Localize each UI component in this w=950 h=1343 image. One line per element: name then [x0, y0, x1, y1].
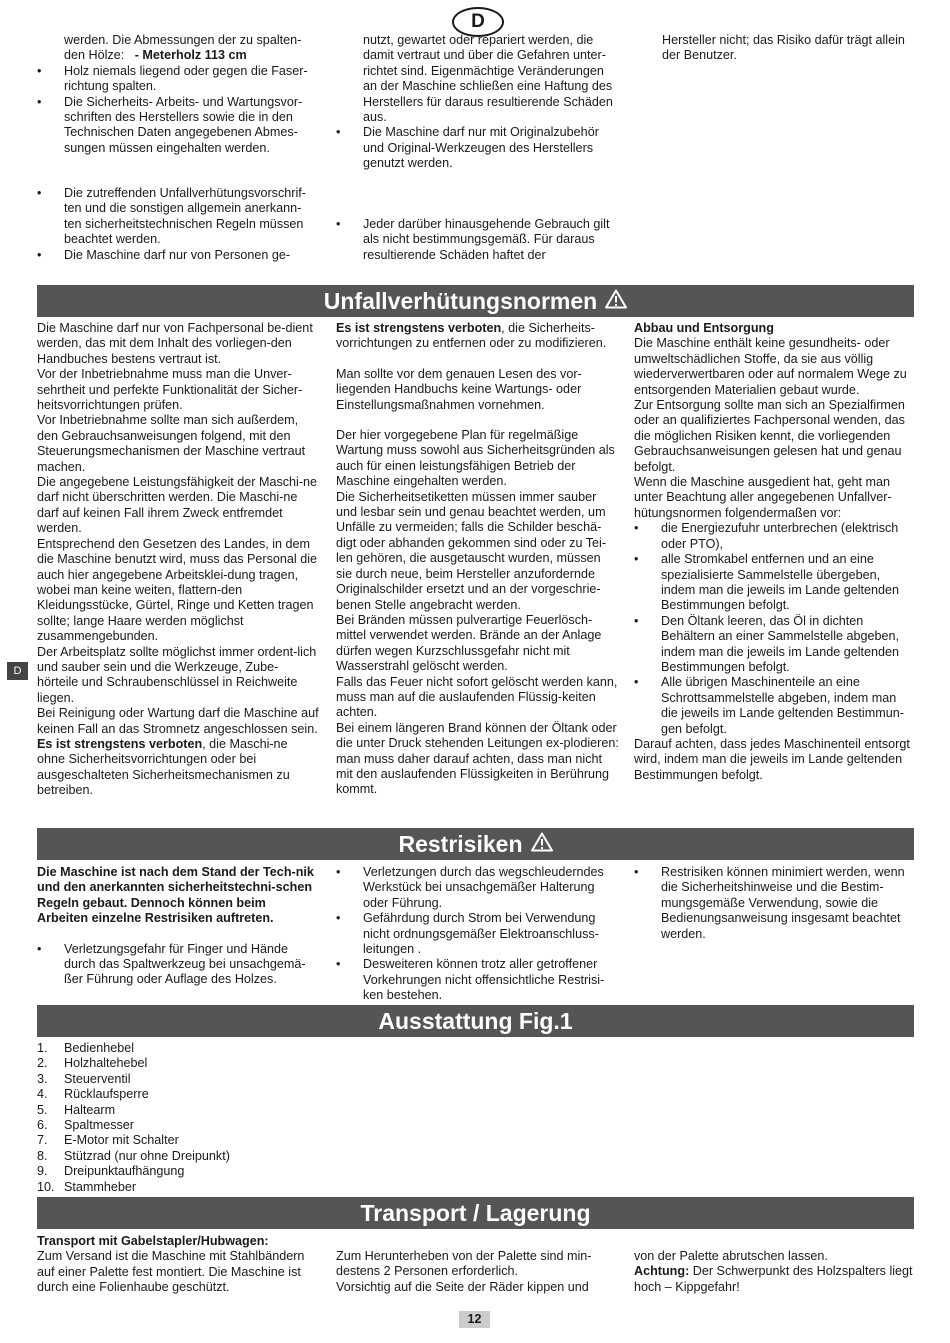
list-item: 1. Bedienhebel — [37, 1041, 135, 1055]
paragraph: Darauf achten, dass jedes Maschinenteil entsorgt wird, indem man die jeweils im Lande geltenden Bestimmungen befolgt. — [634, 736, 910, 782]
residual-risks-column-1 — [37, 865, 319, 988]
accident-prevention-column-1 — [37, 321, 319, 799]
bullet-item: • Verletzungen durch das wegschleuderndes Werkstück bei unsachgemäßer Halterung oder Führung. — [336, 865, 604, 910]
page-number: 12 — [459, 1311, 490, 1328]
paragraph: den Hölze: - Meterholz 113 cm — [64, 48, 247, 63]
paragraph: Vor der Inbetriebnahme muss man die Unver-sehrtheit und perfekte Funktionalität der Sicher-heitsvorrichtungen prüfen. — [37, 367, 303, 413]
equipment-list — [37, 1041, 337, 1195]
paragraph: Zum Versand ist die Maschine mit Stahlbändern auf einer Palette fest montiert. Die Maschine ist durch eine Folienhaube geschützt. — [37, 1249, 305, 1295]
accident-prevention-column-2 — [336, 321, 619, 798]
paragraph: Die Maschine enthält keine gesundheits- oder umweltschädlichen Stoffe, da sie aus völlig wiederverwertbaren oder auf normalem Wege zu entsorgenden Materialien gebaut wurde. — [634, 336, 907, 397]
section-header-transport-storage: Transport / Lagerung — [37, 1197, 914, 1229]
paragraph: Es ist strengstens verboten, die Sicherheits-vorrichtungen zu entfernen oder zu modifizieren. — [336, 321, 607, 351]
subheading-disposal: Abbau und Entsorgung — [634, 321, 774, 335]
paragraph: Die Maschine darf nur von Fachpersonal be-dient werden, das mit dem Inhalt des vorliegen-den Handbuches bestens vertraut ist. — [37, 321, 313, 366]
accident-prevention-column-3 — [634, 321, 916, 783]
list-item: 8. Stützrad (nur ohne Dreipunkt) — [37, 1148, 230, 1163]
bullet-item: • Die Sicherheits- Arbeits- und Wartungsvor-schriften des Herstellers sowie die in den Technischen Daten angegebenen Abmes-sungen müssen eingehalten werden. — [37, 94, 303, 155]
list-item: 4. Rücklaufsperre — [37, 1087, 149, 1102]
top-column-2b — [336, 217, 619, 263]
transport-column-3 — [634, 1249, 916, 1295]
paragraph: Die angegebene Leistungsfähigkeit der Maschi-ne darf nicht überschritten werden. Die Maschi-ne darf auf keinen Fall ihrem Zweck entfremdet werden. — [37, 475, 318, 536]
residual-risks-column-3 — [634, 865, 916, 942]
paragraph: Bei Bränden müssen pulverartige Feuerlösch-mittel verwendet werden. Brände an der Anlage dürfen wegen Kurzschlussgefahr nicht mit Wasserstrahl gelöscht werden. — [336, 612, 602, 674]
paragraph: Zur Entsorgung sollte man sich an Spezialfirmen oder an qualifiziertes Fachpersonal wenden, das die möglichen Risiken kennt, die vorliegenden Gebrauchsanweisungen gelesen hat und genau befolgt. — [634, 398, 905, 474]
language-side-tab: D — [7, 662, 28, 680]
top-column-1b — [37, 186, 317, 263]
bullet-item: • Die Maschine darf nur von Personen ge- — [37, 247, 291, 262]
transport-column-2 — [336, 1249, 619, 1295]
bullet-item: • Gefährdung durch Strom bei Verwendung nicht ordnungsgemäßer Elektroanschluss-leitungen . — [336, 911, 599, 957]
bullet-item: • Den Öltank leeren, das Öl in dichten Behältern an einer Sammelstelle abgeben, indem man die jeweils im Lande geltenden Bestimmungen befolgt. — [634, 613, 900, 674]
transport-column-1 — [37, 1234, 319, 1296]
section-header-residual-risks: Restrisiken — [37, 828, 914, 860]
language-badge: D — [452, 7, 504, 37]
list-item: 9. Dreipunktaufhängung — [37, 1164, 185, 1179]
top-column-1a — [37, 33, 317, 156]
paragraph: Man sollte vor dem genauen Lesen des vor-liegenden Handbuchs keine Wartungs- oder Einstellungsmaßnahmen vornehmen. — [336, 366, 582, 412]
paragraph: Der hier vorgegebene Plan für regelmäßige Wartung muss sowohl aus Sicherheitsgründen als auch für einen leistungsfähigen Betrieb der Maschine eingehalten werden. — [336, 428, 615, 489]
bold-intro: Die Maschine ist nach dem Stand der Tech-nik und den anerkannten sicherheitstechni-schen Regeln gebaut. Dennoch können beim Arbeiten einzelne Restrisiken auftreten. — [37, 865, 314, 926]
paragraph: Bei einem längeren Brand können der Öltank oder die unter Druck stehenden Leitungen ex-plodieren: man muss daher darauf achten, dass man nicht mit den auslaufenden Flüssigkeiten in Berührung kommt. — [336, 720, 619, 797]
list-item: 2. Holzhaltehebel — [37, 1056, 148, 1071]
dimension-value: - Meterholz 113 cm — [134, 48, 247, 63]
list-item: 6. Spaltmesser — [37, 1118, 134, 1133]
subheading-forklift: Transport mit Gabelstapler/Hubwagen: — [37, 1234, 269, 1248]
bullet-item: • die Energiezufuhr unterbrechen (elektrisch oder PTO), — [634, 521, 899, 551]
warning-icon — [605, 285, 627, 317]
paragraph: Falls das Feuer nicht sofort gelöscht werden kann, muss man auf die auslaufenden Flüssig-keiten achten. — [336, 674, 618, 720]
paragraph: von der Palette abrutschen lassen. — [634, 1249, 828, 1263]
bullet-item: • Holz niemals liegend oder gegen die Faser-richtung spalten. — [37, 63, 308, 94]
bullet-item: • Desweiteren können trotz aller getroffener Vorkehrungen nicht offensichtliche Restrisi-ken bestehen. — [336, 957, 605, 1003]
paragraph: Es ist strengstens verboten, die Maschi-ne ohne Sicherheitsvorrichtungen oder bei ausgeschalteten Sicherheitsmechanismen zu betreiben. — [37, 736, 290, 798]
top-column-2a — [336, 33, 619, 172]
bullet-item: • Restrisiken können minimiert werden, wenn die Sicherheitshinweise und die Bestim-mungsgemäße Verwendung, sowie die Bedienungsanweisung insgesamt beachtet werden. — [634, 865, 905, 941]
paragraph: Entsprechend den Gesetzen des Landes, in dem die Maschine benutzt wird, muss das Personal die auch hier angegebene Arbeitsklei-dung tragen, wobei man keine weiten, flattern-den Kleidungsstücke, Gürtel, Ringe und Ketten tragen sollte; lange Haare werden möglichst zusammengebunden. — [37, 536, 318, 644]
top-column-3 — [634, 33, 916, 64]
paragraph: Wenn die Maschine ausgedient hat, geht man unter Beachtung aller angegebenen Unfallver-hütungsnormen folgendermaßen vor: — [634, 475, 892, 520]
paragraph: Zum Herunterheben von der Palette sind min-destens 2 Personen erforderlich. — [336, 1249, 592, 1279]
paragraph: Vor Inbetriebnahme sollte man sich außerdem, den Gebrauchsanweisungen folgend, mit den Steuerungsmechanismen der Maschine vertraut machen. — [37, 413, 306, 474]
paragraph: werden. Die Abmessungen der zu spalten- — [64, 33, 302, 47]
list-item: 7. E-Motor mit Schalter — [37, 1133, 179, 1148]
section-header-equipment: Ausstattung Fig.1 — [37, 1005, 914, 1037]
bullet-item: • Alle übrigen Maschinenteile an eine Schrottsammelstelle abgeben, indem man die jeweils im Lande geltenden Bestimmun-gen befolgt. — [634, 675, 904, 736]
paragraph: Vorsichtig auf die Seite der Räder kippen und — [336, 1279, 589, 1294]
list-item: 3. Steuerventil — [37, 1071, 131, 1086]
bullet-item: • Verletzungsgefahr für Finger und Hände durch das Spaltwerkzeug bei unsachgemä-ßer Führung oder Auflage des Holzes. — [37, 941, 306, 987]
list-item: 10. Stammheber — [37, 1179, 137, 1194]
bullet-item: • alle Stromkabel entfernen und an eine spezialisierte Sammelstelle übergeben, indem man die jeweils im Lande geltenden Bestimmungen befolgt. — [634, 552, 900, 613]
bullet-item: • Jeder darüber hinausgehende Gebrauch gilt als nicht bestimmungsgemäß. Für daraus resultierende Schäden haftet der — [336, 217, 610, 262]
paragraph: Der Arbeitsplatz sollte möglichst immer ordent-lich und sauber sein und die Werkzeuge, Zube-hörteile und Schraubenschlüssel in Reichweite liegen. — [37, 644, 317, 705]
paragraph: Hersteller nicht; das Risiko dafür trägt allein der Benutzer. — [662, 33, 905, 63]
warning-icon — [531, 828, 553, 860]
list-item: 5. Haltearm — [37, 1102, 116, 1117]
bullet-item: • Die Maschine darf nur mit Originalzubehör und Original-Werkzeugen des Herstellers genutzt werden. — [336, 125, 599, 171]
paragraph: Die Sicherheitsetiketten müssen immer sauber und lesbar sein und genau beachtet werden, um Unfälle zu vermeiden; falls die Schilder beschä-digt oder abhanden gekommen sind oder zu Tei-len gehören, die ausgetauscht wurden, müssen sie durch neue, beim Hersteller anzufordernde Originalschilder ersetzt und an der vorgeschrie-benen Stelle angebracht werden. — [336, 489, 607, 612]
paragraph: nutzt, gewartet oder repariert werden, die damit vertraut und über die Gefahren unter-richtet sind. Eigenmächtige Veränderungen an der Maschine schließen eine Haftung des Herstellers für daraus resultierende Schäden aus. — [363, 33, 613, 125]
paragraph: Achtung: Der Schwerpunkt des Holzspalters liegt hoch – Kippgefahr! — [634, 1264, 913, 1294]
section-header-accident-prevention: Unfallverhütungsnormen — [37, 285, 914, 317]
paragraph: Bei Reinigung oder Wartung darf die Maschine auf keinen Fall an das Stromnetz angeschlossen sein. — [37, 706, 319, 736]
bullet-item: • Die zutreffenden Unfallverhütungsvorschrif-ten und die sonstigen allgemein anerkann-ten sicherheitstechnischen Regeln müssen beachtet werden. — [37, 186, 306, 247]
residual-risks-column-2 — [336, 865, 619, 1004]
